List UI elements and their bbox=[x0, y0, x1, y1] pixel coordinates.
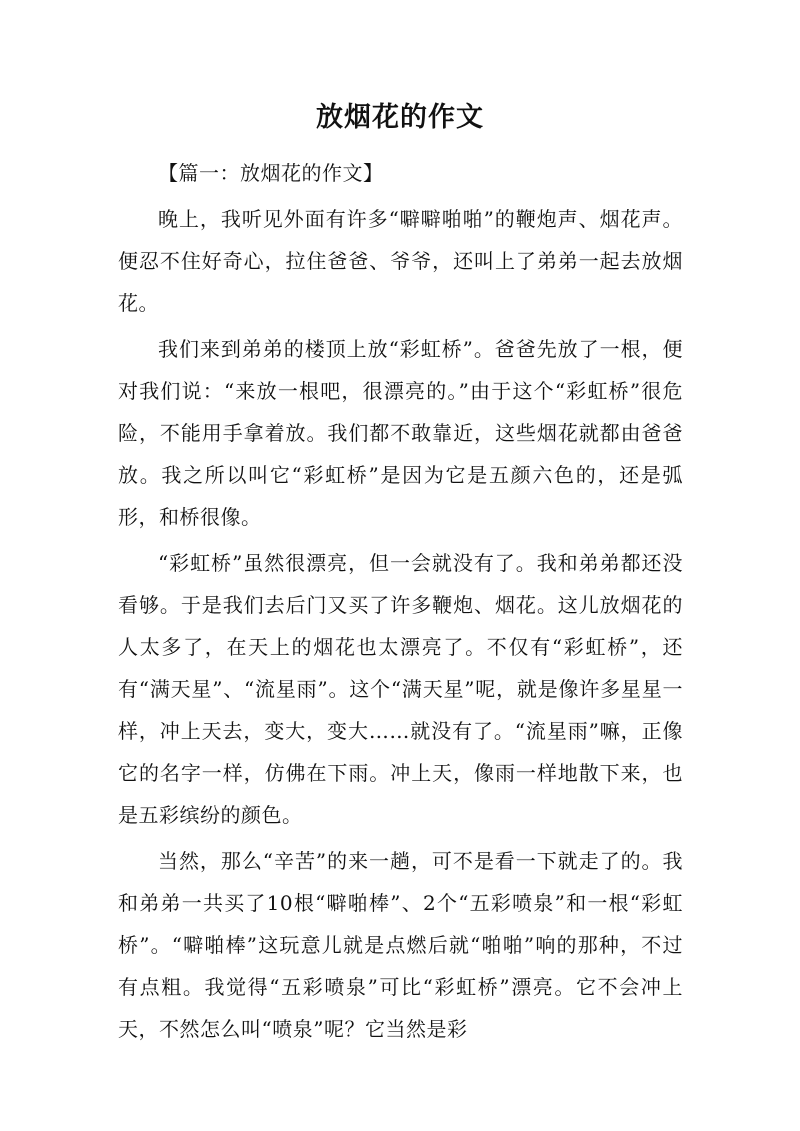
paragraph-2: 我们来到弟弟的楼顶上放“彩虹桥”。爸爸先放了一根，便对我们说：“来放一根吧，很漂亮的。”由于这个“彩虹桥”很危险，不能用手拿着放。我们都不敢靠近，这些烟花就都由爸爸放。我之所以叫它“彩虹桥”是因为它是五颜六色的，还是弧形，和桥很像。 bbox=[118, 337, 683, 529]
paragraph-1: 晚上，我听见外面有许多“噼噼啪啪”的鞭炮声、烟花声。便忍不住好奇心，拉住爸爸、爷爷，还叫上了弟弟一起去放烟花。 bbox=[118, 207, 683, 315]
document-body bbox=[118, 152, 683, 1054]
paragraph-3: “彩虹桥”虽然很漂亮，但一会就没有了。我和弟弟都还没看够。于是我们去后门又买了许多鞭炮、烟花。这儿放烟花的人太多了，在天上的烟花也太漂亮了。不仅有“彩虹桥”，还有“满天星”、“流星雨”。这个“满天星”呢，就是像许多星星一样，冲上天去，变大，变大……就没有了。“流星雨”嘛，正像它的名字一样，仿佛在下雨。冲上天，像雨一样地散下来，也是五彩缤纷的颜色。 bbox=[118, 551, 683, 827]
document-title: 放烟花的作文 bbox=[316, 102, 484, 133]
paragraph-4: 当然，那么“辛苦”的来一趟，可不是看一下就走了的。我和弟弟一共买了10根“噼啪棒”、2个“五彩喷泉”和一根“彩虹桥”。“噼啪棒”这玩意儿就是点燃后就“啪啪”响的那种，不过有点粗。我觉得“五彩喷泉”可比“彩虹桥”漂亮。它不会冲上天，不然怎么叫“喷泉”呢？它当然是彩 bbox=[118, 849, 683, 1041]
section-heading: 【篇一：放烟花的作文】 bbox=[158, 161, 384, 185]
